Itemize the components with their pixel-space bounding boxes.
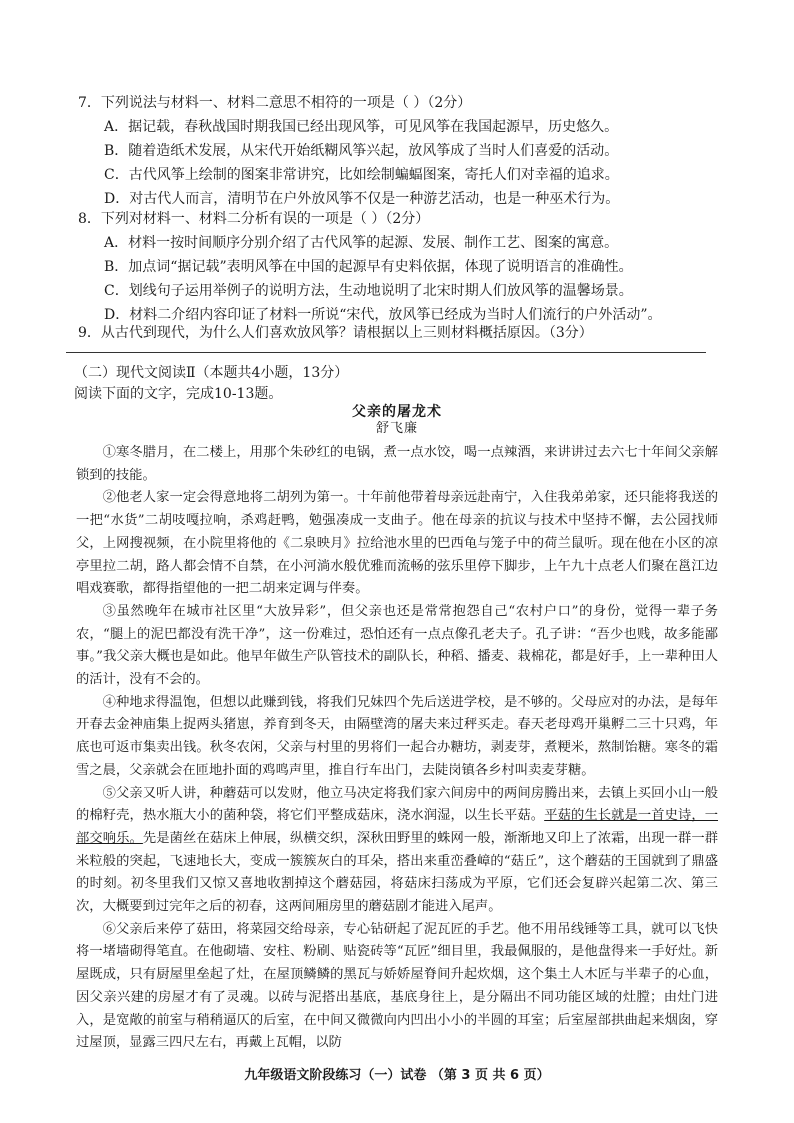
section-instruction: 阅读下面的文字，完成10-13题。 bbox=[74, 386, 283, 402]
essay-paragraph-underlined bbox=[76, 783, 718, 919]
essay-paragraph: ②他老人家一定会得意地将二胡列为第一。十年前他带着母亲远赴南宁，入住我弟弟家，还只能将我送的一把“水货”二胡吱嘎拉响，杀鸡赶鸭，勉强凑成一支曲子。他在母亲的抗议与技术中坚持不懈，去公园找师父，上网搜视频，在小院里将他的《二泉映月》拉给池水里的巴西龟与笼子中的荷兰鼠听。现在他在小区的凉亭里拉二胡，路人都会情不自禁，在小河淌水般优雅而流畅的弦乐里停下脚步，上午九十点老人们聚在邕江边唱戏赛歌，都得指望他的一把二胡来定调与伴奏。 bbox=[76, 490, 718, 597]
question-8-stem: 8．下列对材料一、材料二分析有误的一项是（ ）（2分） bbox=[78, 211, 430, 227]
section-heading: （二）现代文阅读Ⅱ（本题共4小题，13分） bbox=[74, 365, 349, 381]
essay-paragraph: ③虽然晚年在城市社区里“大放异彩”，但父亲也还是常常抱怨自己“农村户口”的身份，觉得一辈子务农，“腿上的泥巴都没有洗干净”，这一份难过，恐怕还有一点点像孔老夫子。孔子讲：“吾少也贱，故多能鄙事。”我父亲大概也是如此。他早年做生产队管技术的副队长，种稻、播麦、栽棉花，都是好手，上一辈种田人的活计，没有不会的。 bbox=[76, 603, 718, 688]
page-footer: 九年级语文阶段练习（一）试卷 （第 3 页 共 6 页） bbox=[244, 1068, 550, 1083]
section-divider bbox=[66, 352, 706, 353]
question-9-stem: 9．从古代到现代，为什么人们喜欢放风筝？请根据以上三则材料概括原因。（3分） bbox=[78, 325, 593, 341]
essay-paragraph: ①寒冬腊月，在二楼上，用那个朱砂红的电锅，煮一点水饺，喝一点辣酒，来讲讲过去六七十年间父亲解锁到的技能。 bbox=[76, 445, 718, 483]
paragraph-text: 先是菌丝在菇床上伸展，纵横交织，深秋田野里的蛛网一般，渐渐地又印上了浓霜，出现一群一群米粒般的突起，飞速地长大，变成一簇簇灰白的耳朵，搭出来重峦叠嶂的“菇丘”，这个蘑菇的王国就到了鼎盛的时刻。初冬里我们又惊又喜地收割掉这个蘑菇园，将菇床扫荡成为平原，它们还会复辟兴起第二次、第三次，大概要到过完年之后的初春，这两间厢房里的蘑菇剧才能进入尾声。 bbox=[76, 830, 719, 915]
essay-body bbox=[76, 442, 718, 1055]
underlined-sentence: 平菇的生长就是一首史诗，一部交响乐。 bbox=[76, 808, 719, 846]
question-7-option-d: D．对古代人而言，清明节在户外放风筝不仅是一种游艺活动，也是一种巫术行为。 bbox=[104, 191, 620, 207]
question-8-option-a: A．材料一按时间顺序分别介绍了古代风筝的起源、发展、制作工艺、图案的寓意。 bbox=[104, 235, 619, 251]
question-8-option-b: B．加点词“据记载”表明风筝在中国的起源早有史料依据，体现了说明语言的准确性。 bbox=[104, 259, 633, 275]
essay-paragraph: ④种地求得温饱，但想以此赚到钱，将我们兄妹四个先后送进学校，是不够的。父母应对的办法，是每年开春去金神庙集上捉两头猪崽，养育到冬天，由隔壁湾的屠夫来过秤买走。春天老母鸡开巢孵二三十只鸡，年底也可返市集卖出钱。秋冬农闲，父亲与村里的男将们一起合办糖坊，剥麦芽，煮粳米，熬制饴糖。寒冬的霜雪之晨，父亲就会在匝地扑面的鸡鸣声里，推自行车出门，去陡岗镇各乡村叫卖麦芽糖。 bbox=[76, 694, 718, 778]
question-7-option-a: A．据记载，春秋战国时期我国已经出现风筝，可见风筝在我国起源早，历史悠久。 bbox=[104, 119, 619, 135]
paragraph-text: ⑤父亲又听人讲，种蘑菇可以发财，他立马决定将我们家六间房中的两间房腾出来，去镇上买回小山一般的棉籽壳，热水瓶大小的菌种袋，将它们平整成菇床，浇水润湿，以生长平菇。 bbox=[76, 785, 718, 824]
question-7-option-b: B．随着造纸术发展，从宋代开始纸糊风筝兴起，放风筝成了当时人们喜爱的活动。 bbox=[104, 143, 619, 159]
essay-author: 舒飞廉 bbox=[375, 421, 418, 436]
essay-paragraph: ⑥父亲后来停了菇田，将菜园交给母亲，专心钻研起了泥瓦匠的手艺。他不用吊线锤等工具，就可以飞快将一堵墙砌得笔直。在他砌墙、安柱、粉刷、贴瓷砖等“瓦匠”细目里，我最佩服的，是他盘得来一手好灶。新屋既成，只有厨屋里垒起了灶，在屋顶鳞鳞的黑瓦与娇娇屋脊间升起炊烟，这个集土人木匠与半辈子的心血，因父亲兴建的房屋才有了灵魂。以砖与泥搭出基底，基底身往上，是分隔出不同功能区域的灶膛；由灶门进入，是宽敞的前室与稍稍逼仄的后室，在中间又微微向内凹出小小的半圆的耳室；后室屋部拱曲起来烟囱，穿过屋顶，显露三四尺左右，再戴上瓦帽，以防 bbox=[76, 921, 718, 1051]
question-8-option-c: C．划线句子运用举例子的说明方法，生动地说明了北宋时期人们放风筝的温馨场景。 bbox=[104, 283, 633, 299]
question-7-stem: 7．下列说法与材料一、材料二意思不相符的一项是（ ）（2分） bbox=[78, 95, 472, 111]
question-7-option-c: C．古代风筝上绘制的图案非常讲究，比如绘制蝙蝠图案，寄托人们对幸福的追求。 bbox=[104, 167, 619, 183]
question-8-option-d: D．材料二介绍内容印证了材料一所说“宋代，放风筝已经成为当时人们流行的户外活动”。 bbox=[104, 307, 662, 323]
essay-title: 父亲的屠龙术 bbox=[352, 404, 442, 420]
